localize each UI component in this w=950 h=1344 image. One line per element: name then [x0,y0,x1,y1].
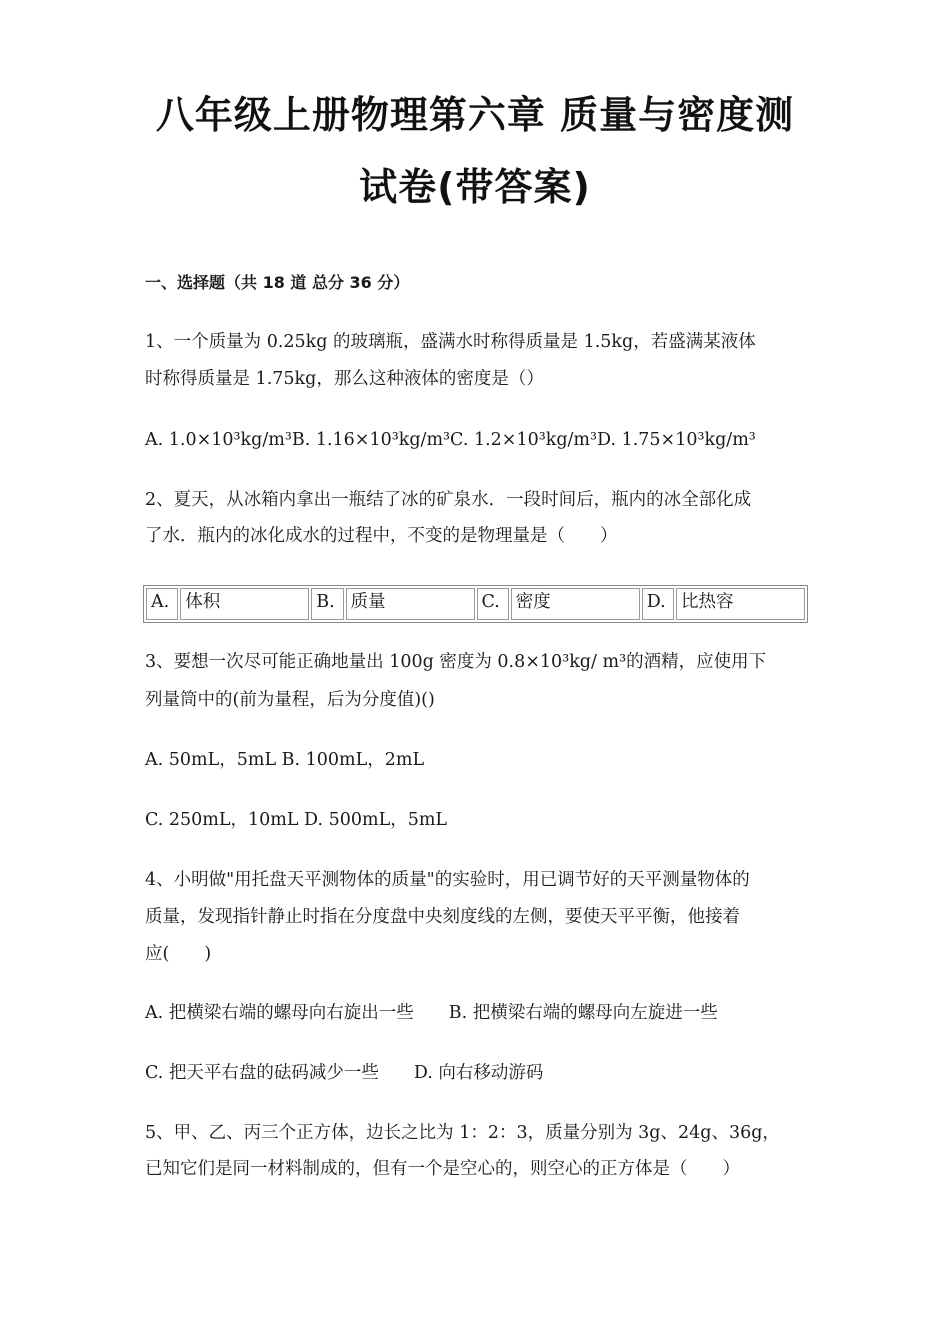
question-4-line-2: 质量，发现指针静止时指在分度盘中央刻度线的左侧，要使天平平衡，他接着 [145,907,740,927]
question-3-line-2: 列量筒中的(前为量程，后为分度值)() [145,690,435,710]
option-c-value: 密度 [511,588,640,620]
question-1-options: A. 1.0×10³kg/m³B. 1.16×10³kg/m³C. 1.2×10³kg/m³D. 1.75×10³kg/m³ [145,430,756,450]
option-a-value: 体积 [180,588,309,620]
option-b-value: 质量 [346,588,475,620]
question-2-line-1: 2、夏天，从冰箱内拿出一瓶结了冰的矿泉水．一段时间后，瓶内的冰全部化成 [145,490,752,510]
question-3-line-1: 3、要想一次尽可能正确地量出 100g 密度为 0.8×10³kg/ m³的酒精，应使用下 [145,652,767,672]
section-heading: 一、选择题（共 18 道 总分 36 分） [145,273,410,292]
question-4-option-2: C. 把天平右盘的砝码减少一些 D. 向右移动游码 [145,1063,544,1083]
question-3-option-2: C. 250mL，10mL D. 500mL，5mL [145,810,448,830]
question-5-line-1: 5、甲、乙、丙三个正方体，边长之比为 1：2：3，质量分别为 3g、24g、36g， [145,1123,780,1143]
question-4-option-1: A. 把横梁右端的螺母向右旋出一些 B. 把横梁右端的螺母向左旋进一些 [145,1003,718,1023]
question-2-options-table [143,585,808,623]
question-3-option-1: A. 50mL，5mL B. 100mL，2mL [145,750,425,770]
options-row [146,588,805,620]
option-d-key: D. [642,588,674,620]
title-line-1: 八年级上册物理第六章 质量与密度测 [155,93,795,137]
question-4-line-3: 应( ) [145,944,212,964]
question-4-line-1: 4、小明做"用托盘天平测物体的质量"的实验时，用已调节好的天平测量物体的 [145,870,750,890]
question-2-line-2: 了水．瓶内的冰化成水的过程中，不变的是物理量是（ ） [145,526,618,546]
question-1-line-2: 时称得质量是 1.75kg，那么这种液体的密度是（） [145,369,544,389]
question-5-line-2: 已知它们是同一材料制成的，但有一个是空心的，则空心的正方体是（ ） [145,1159,740,1179]
title-line-2: 试卷(带答案) [359,165,591,209]
option-b-key: B. [311,588,343,620]
question-1-line-1: 1、一个质量为 0.25kg 的玻璃瓶，盛满水时称得质量是 1.5kg，若盛满某液体 [145,332,756,352]
option-c-key: C. [477,588,509,620]
option-d-value: 比热容 [676,588,805,620]
option-a-key: A. [146,588,178,620]
